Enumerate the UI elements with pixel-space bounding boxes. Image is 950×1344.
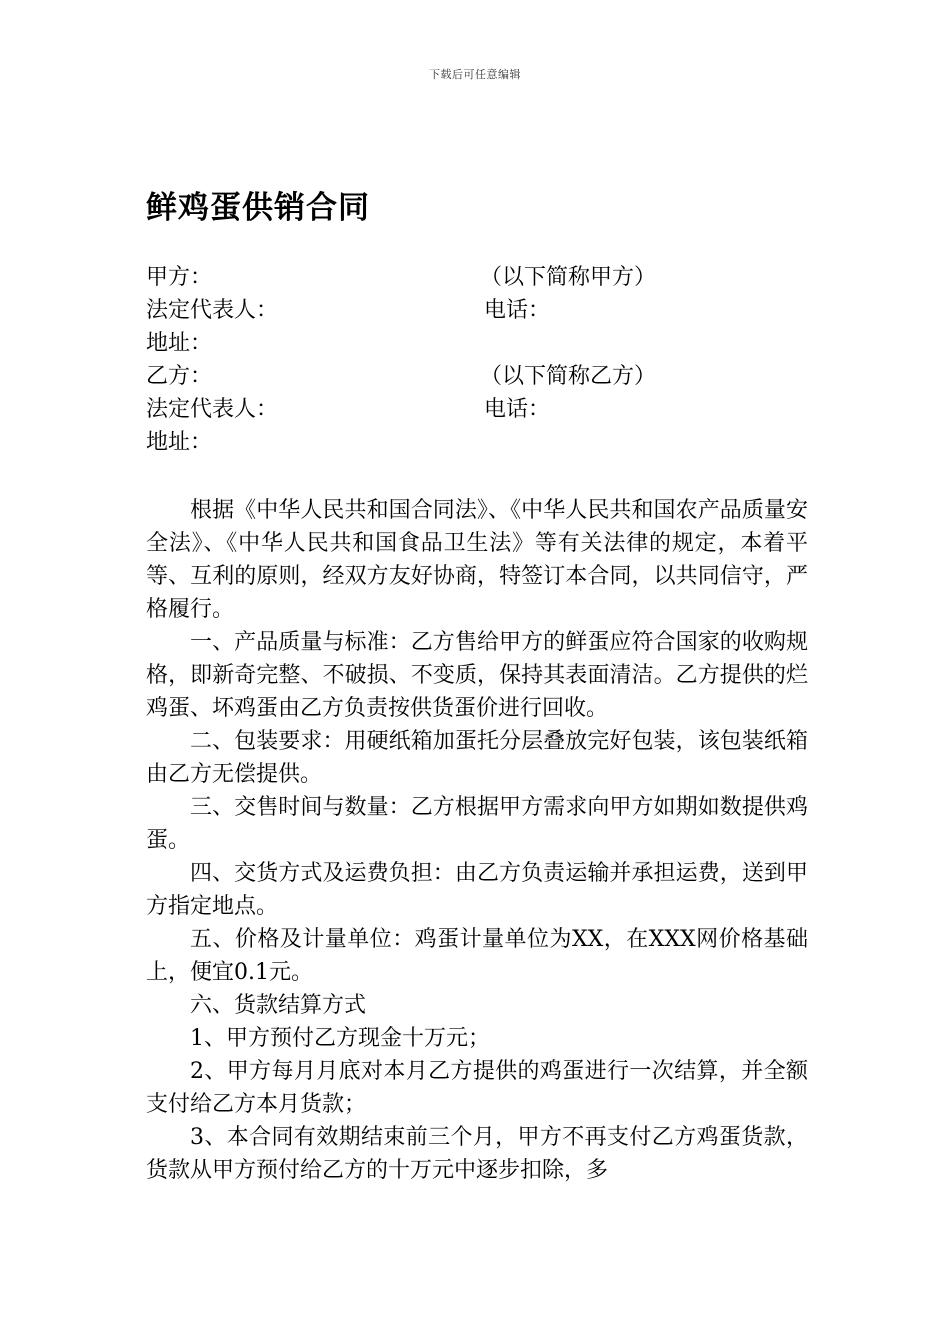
payment-item-2: 2、甲方每月月底对本月乙方提供的鸡蛋进行一次结算，并全额支付给乙方本月货款； — [146, 1059, 808, 1117]
party-a-phone-label: 电话： — [484, 298, 551, 323]
party-b-phone-label: 电话： — [484, 397, 551, 422]
party-a-row — [146, 261, 806, 294]
party-a-address-row — [146, 327, 806, 360]
clause-delivery-time: 三、交售时间与数量：乙方根据甲方需求向甲方如期如数提供鸡蛋。 — [146, 795, 808, 853]
clause-payment-heading: 六、货款结算方式 — [190, 993, 367, 1018]
party-a-abbrev: （以下简称甲方） — [480, 265, 657, 290]
clause-price: 五、价格及计量单位：鸡蛋计量单位为XX，在XXX网价格基础上，便宜0.1元。 — [146, 927, 808, 985]
header-note: 下载后可任意编辑 — [429, 68, 521, 81]
contract-body — [146, 494, 808, 1187]
party-a-address-label: 地址： — [146, 331, 213, 356]
clause-delivery-method: 四、交货方式及运费负担：由乙方负责运输并承担运费，送到甲方指定地点。 — [146, 861, 808, 919]
party-b-address-label: 地址： — [146, 430, 213, 455]
party-b-label: 乙方： — [146, 364, 213, 389]
clause-packaging: 二、包装要求：用硬纸箱加蛋托分层叠放完好包装，该包装纸箱由乙方无偿提供。 — [146, 729, 808, 787]
party-a-label: 甲方： — [146, 265, 213, 290]
preamble-paragraph: 根据《中华人民共和国合同法》、《中华人民共和国农产品质量安全法》、《中华人民共和国食品卫生法》等有关法律的规定，本着平等、互利的原则，经双方友好协商，特签订本合同，以共同信守，严格履行。 — [146, 498, 808, 622]
party-b-rep-row — [146, 393, 806, 426]
clause-quality: 一、产品质量与标准：乙方售给甲方的鲜蛋应符合国家的收购规格，即新奇完整、不破损、不变质，保持其表面清洁。乙方提供的烂鸡蛋、坏鸡蛋由乙方负责按供货蛋价进行回收。 — [146, 630, 808, 721]
party-b-row — [146, 360, 806, 393]
document-title: 鲜鸡蛋供销合同 — [146, 190, 370, 226]
party-b-abbrev: （以下简称乙方） — [480, 364, 657, 389]
payment-item-1: 1、甲方预付乙方现金十万元； — [190, 1026, 490, 1051]
party-b-rep-label: 法定代表人： — [146, 397, 279, 422]
payment-item-3: 3、本合同有效期结束前三个月，甲方不再支付乙方鸡蛋货款，货款从甲方预付给乙方的十万元中逐步扣除，多 — [146, 1125, 808, 1183]
party-a-rep-label: 法定代表人： — [146, 298, 279, 323]
party-b-address-row — [146, 426, 806, 459]
parties-block — [146, 261, 806, 459]
party-a-rep-row — [146, 294, 806, 327]
